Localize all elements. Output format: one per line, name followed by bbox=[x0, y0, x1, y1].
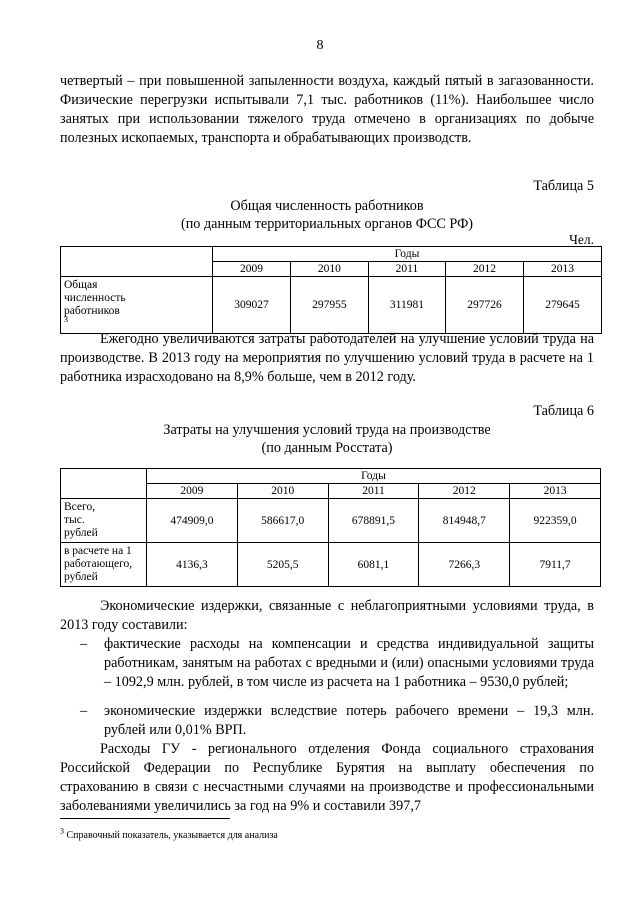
table6-row1-label-b: тыс. bbox=[64, 514, 85, 526]
table6-cell: 5205,5 bbox=[237, 543, 328, 587]
table5-corner bbox=[61, 247, 213, 277]
table6-cell: 678891,5 bbox=[328, 499, 419, 543]
intro-paragraph: четвертый – при повышенной запыленности воздуха, каждый пятый в загазованности. Физические перегрузки испытывали 7,1 тыс. работников (11%). Наибольшее число занятых при использовании тяжелого труда отмечено в организациях по добыче полезных ископаемых, транспорта и обрабатывающих производств. bbox=[60, 73, 594, 146]
table5 bbox=[60, 246, 602, 334]
table6-row2-label-b: работающего, bbox=[64, 558, 133, 570]
table5-year: 2010 bbox=[290, 262, 368, 277]
bullet-text-1: фактические расходы на компенсации и средства индивидуальной защиты работникам, занятым на работах с вредными и (или) опасными условиями труда – 1092,9 млн. рублей, в том числе из расчета на 1 работника – 9530,0 рублей; bbox=[104, 636, 594, 690]
table6-title bbox=[60, 421, 594, 457]
table6-cell: 586617,0 bbox=[237, 499, 328, 543]
table5-title bbox=[60, 197, 594, 233]
table5-cell: 297726 bbox=[446, 277, 524, 334]
table5-title-line2: (по данным территориальных органов ФСС РФ) bbox=[180, 216, 474, 232]
bullet-dash: – bbox=[80, 636, 88, 652]
table6 bbox=[60, 468, 601, 587]
table6-cell: 814948,7 bbox=[419, 499, 510, 543]
table5-label: Таблица 5 bbox=[533, 178, 594, 194]
table5-cell: 309027 bbox=[213, 277, 291, 334]
bullet-text-2: экономические издержки вследствие потерь рабочего времени – 19,3 млн. рублей или 0,01% ВРП. bbox=[104, 703, 594, 738]
table6-cell: 7266,3 bbox=[419, 543, 510, 587]
page-number: 8 bbox=[316, 38, 324, 53]
footnote-mark: 3 bbox=[60, 826, 64, 836]
table6-row1-label-a: Всего, bbox=[64, 501, 96, 513]
bullet-dash: – bbox=[80, 703, 88, 719]
table5-unit: Чел. bbox=[569, 232, 594, 247]
table5-year: 2011 bbox=[368, 262, 445, 277]
table6-row1-label-c: рублей bbox=[64, 527, 98, 539]
table6-row1-label bbox=[61, 499, 147, 543]
table6-cell: 922359,0 bbox=[510, 499, 601, 543]
table6-year: 2013 bbox=[510, 484, 601, 499]
footnote-separator bbox=[60, 818, 230, 819]
table6-year: 2012 bbox=[419, 484, 510, 499]
table5-cell: 311981 bbox=[368, 277, 445, 334]
paragraph-3: Экономические издержки, связанные с неблагоприятными условиями труда, в 2013 году составили: bbox=[60, 598, 594, 633]
table6-row2-label-c: рублей bbox=[64, 571, 98, 583]
table6-row2-label bbox=[61, 543, 147, 587]
table6-row2-label-a: в расчете на 1 bbox=[64, 545, 132, 557]
paragraph-2: Ежегодно увеличиваются затраты работодателей на улучшение условий труда на производстве. В 2013 году на мероприятия по улучшению условий труда в расчете на 1 работника израсходовано на 8,9% больше, чем в 2012 году. bbox=[60, 331, 594, 385]
paragraph-4: Расходы ГУ - регионального отделения Фонда социального страхования Российской Федерации по Республике Бурятия на выплату обеспечения по страхованию в связи с несчастными случаями на производстве и профессиональными заболеваниями увеличились за год на 9% и составили 397,7 bbox=[60, 741, 594, 814]
table6-cell: 6081,1 bbox=[328, 543, 419, 587]
table5-year: 2012 bbox=[446, 262, 524, 277]
table5-year: 2013 bbox=[523, 262, 601, 277]
table5-row-label-part2: численность bbox=[64, 292, 126, 304]
footnote-text: Справочный показатель, указывается для анализа bbox=[66, 830, 278, 841]
table6-label: Таблица 6 bbox=[533, 403, 594, 419]
table6-header-group: Годы bbox=[147, 469, 601, 484]
table5-row-label bbox=[61, 277, 213, 334]
bullet-item bbox=[60, 702, 594, 740]
table6-title-line1: Затраты на улучшения условий труда на производстве bbox=[163, 422, 491, 438]
table5-year: 2009 bbox=[213, 262, 291, 277]
table5-row-label-part1: Общая bbox=[64, 279, 98, 291]
table6-cell: 474909,0 bbox=[147, 499, 238, 543]
table5-title-line1: Общая численность работников bbox=[230, 198, 424, 214]
table6-year: 2009 bbox=[147, 484, 238, 499]
table5-row-label-part3: работников bbox=[64, 305, 120, 317]
bullet-item bbox=[60, 635, 594, 692]
table5-cell: 297955 bbox=[290, 277, 368, 334]
table6-cell: 4136,3 bbox=[147, 543, 238, 587]
table6-year: 2010 bbox=[237, 484, 328, 499]
table5-header-group: Годы bbox=[213, 247, 602, 262]
table6-corner bbox=[61, 469, 147, 499]
table6-title-line2: (по данным Росстата) bbox=[261, 440, 393, 456]
footnote-ref: 3 bbox=[64, 315, 68, 325]
table6-year: 2011 bbox=[328, 484, 419, 499]
table5-cell: 279645 bbox=[523, 277, 601, 334]
footnote bbox=[60, 826, 278, 841]
table6-cell: 7911,7 bbox=[510, 543, 601, 587]
